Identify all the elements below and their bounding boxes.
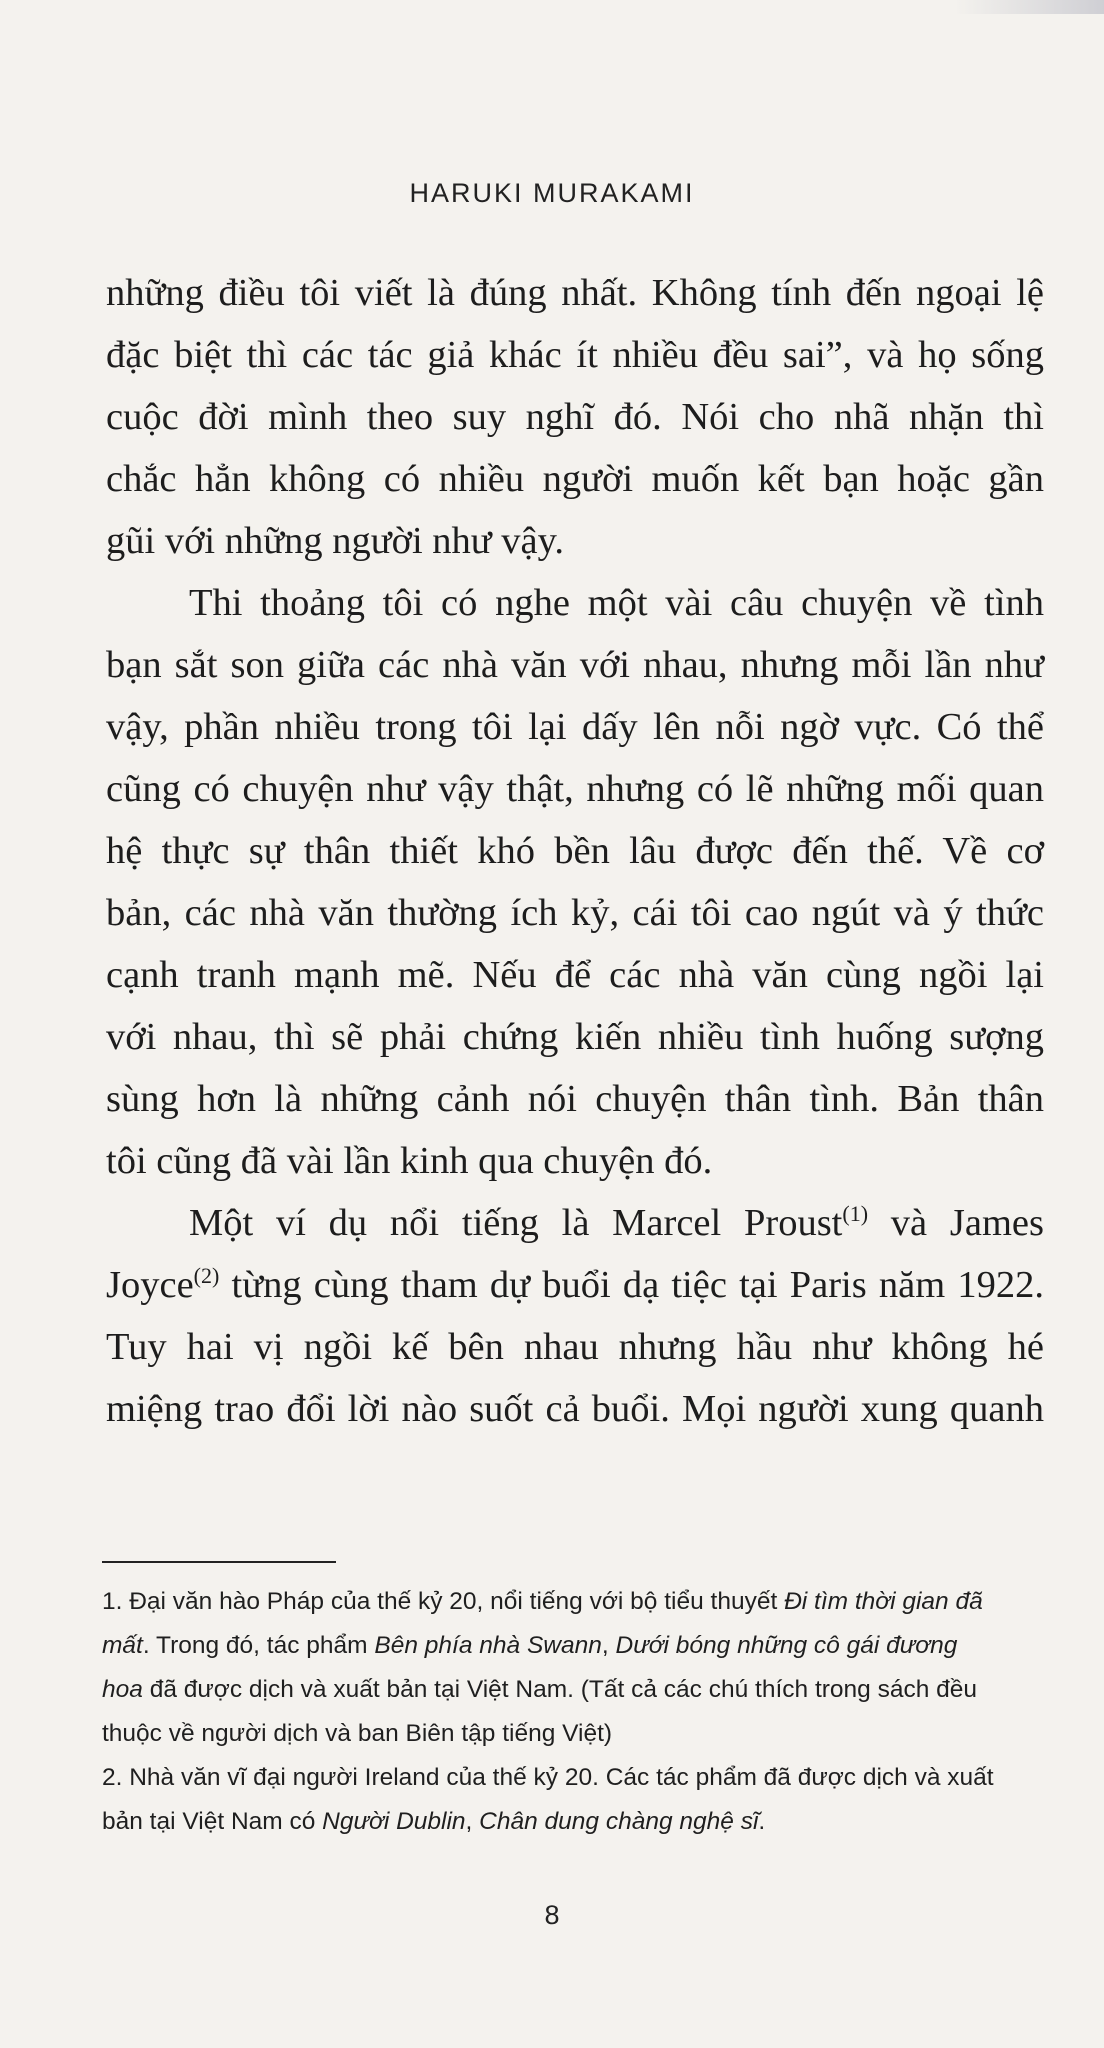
body-text-segment: Joyce: [106, 1264, 194, 1306]
body-line: đặc biệt thì các tác giả khác ít nhiều đều sai”, và họ sống: [106, 334, 1044, 376]
body-line: Tuy hai vị ngồi kế bên nhau nhưng hầu như không hé: [106, 1326, 1044, 1368]
footnote-2-line: [102, 1800, 1046, 1844]
footnote-1-line: [102, 1580, 1046, 1624]
body-line: bản, các nhà văn thường ích kỷ, cái tôi cao ngút và ý thức: [106, 892, 1044, 934]
book-title: mất: [102, 1632, 143, 1659]
footnote-1-line: [102, 1624, 1046, 1668]
book-title: Người Dublin: [322, 1808, 466, 1835]
book-title: Bên phía nhà Swann: [374, 1632, 602, 1659]
book-title: Chân dung chàng nghệ sĩ: [479, 1808, 759, 1835]
footnote-text: .: [758, 1808, 766, 1835]
body-line: cạnh tranh mạnh mẽ. Nếu để các nhà văn cùng ngồi lại: [106, 954, 1044, 996]
page-number: 8: [544, 1900, 560, 1930]
paragraph-start-line: [106, 1192, 1044, 1254]
footnote-text: ,: [601, 1632, 616, 1659]
body-text-segment: và James: [868, 1202, 1044, 1244]
footnote-separator: [102, 1561, 336, 1563]
body-line: bạn sắt son giữa các nhà văn với nhau, nhưng mỗi lần như: [106, 644, 1044, 686]
body-text-segment: Một ví dụ nổi tiếng là Marcel Proust: [189, 1202, 843, 1244]
footnote-text: đã được dịch và xuất bản tại Việt Nam. (Tất cả các chú thích trong sách đều: [142, 1676, 978, 1703]
body-text: [106, 262, 1044, 1440]
body-line: vậy, phần nhiều trong tôi lại dấy lên nỗi ngờ vực. Có thể: [106, 706, 1044, 748]
footnote-1-line: thuộc về người dịch và ban Biên tập tiếng Việt): [102, 1720, 613, 1747]
book-title: hoa: [102, 1676, 143, 1703]
body-line: tôi cũng đã vài lần kinh qua chuyện đó.: [106, 1140, 713, 1182]
page-edge-shadow: [954, 0, 1104, 14]
book-title: Dưới bóng những cô gái đương: [615, 1632, 958, 1659]
footnote-ref-2[interactable]: (2): [193, 1263, 220, 1289]
body-line: gũi với những người như vậy.: [106, 520, 564, 562]
body-line: những điều tôi viết là đúng nhất. Không tính đến ngoại lệ: [106, 272, 1044, 314]
footnote-text: . Trong đó, tác phẩm: [142, 1632, 375, 1659]
body-line: chắc hẳn không có nhiều người muốn kết bạn hoặc gần: [106, 458, 1044, 500]
body-line: sùng hơn là những cảnh nói chuyện thân tình. Bản thân: [106, 1078, 1044, 1120]
body-line: [106, 1254, 1044, 1316]
body-text-segment: từng cùng tham dự buổi dạ tiệc tại Paris năm 1922.: [219, 1264, 1044, 1306]
footnotes: [102, 1580, 1046, 1844]
body-line: cũng có chuyện như vậy thật, nhưng có lẽ những mối quan: [106, 768, 1044, 810]
footnote-text: bản tại Việt Nam có: [102, 1808, 323, 1835]
footnote-ref-1[interactable]: (1): [842, 1201, 869, 1227]
body-line: miệng trao đổi lời nào suốt cả buổi. Mọi người xung quanh: [106, 1388, 1044, 1430]
footnote-2-line: 2. Nhà văn vĩ đại người Ireland của thế kỷ 20. Các tác phẩm đã được dịch và xuất: [102, 1764, 994, 1791]
book-title: Đi tìm thời gian đã: [784, 1588, 983, 1615]
footnote-text: 1. Đại văn hào Pháp của thế kỷ 20, nổi tiếng với bộ tiểu thuyết: [102, 1588, 785, 1615]
paragraph-start-line: Thi thoảng tôi có nghe một vài câu chuyện về tình: [189, 582, 1044, 624]
body-line: cuộc đời mình theo suy nghĩ đó. Nói cho nhã nhặn thì: [106, 396, 1044, 438]
footnote-text: ,: [465, 1808, 480, 1835]
body-line: với nhau, thì sẽ phải chứng kiến nhiều tình huống sượng: [106, 1016, 1044, 1058]
body-line: hệ thực sự thân thiết khó bền lâu được đến thế. Về cơ: [106, 830, 1044, 872]
running-head: HARUKI MURAKAMI: [409, 178, 695, 208]
footnote-1-line: [102, 1668, 1046, 1712]
